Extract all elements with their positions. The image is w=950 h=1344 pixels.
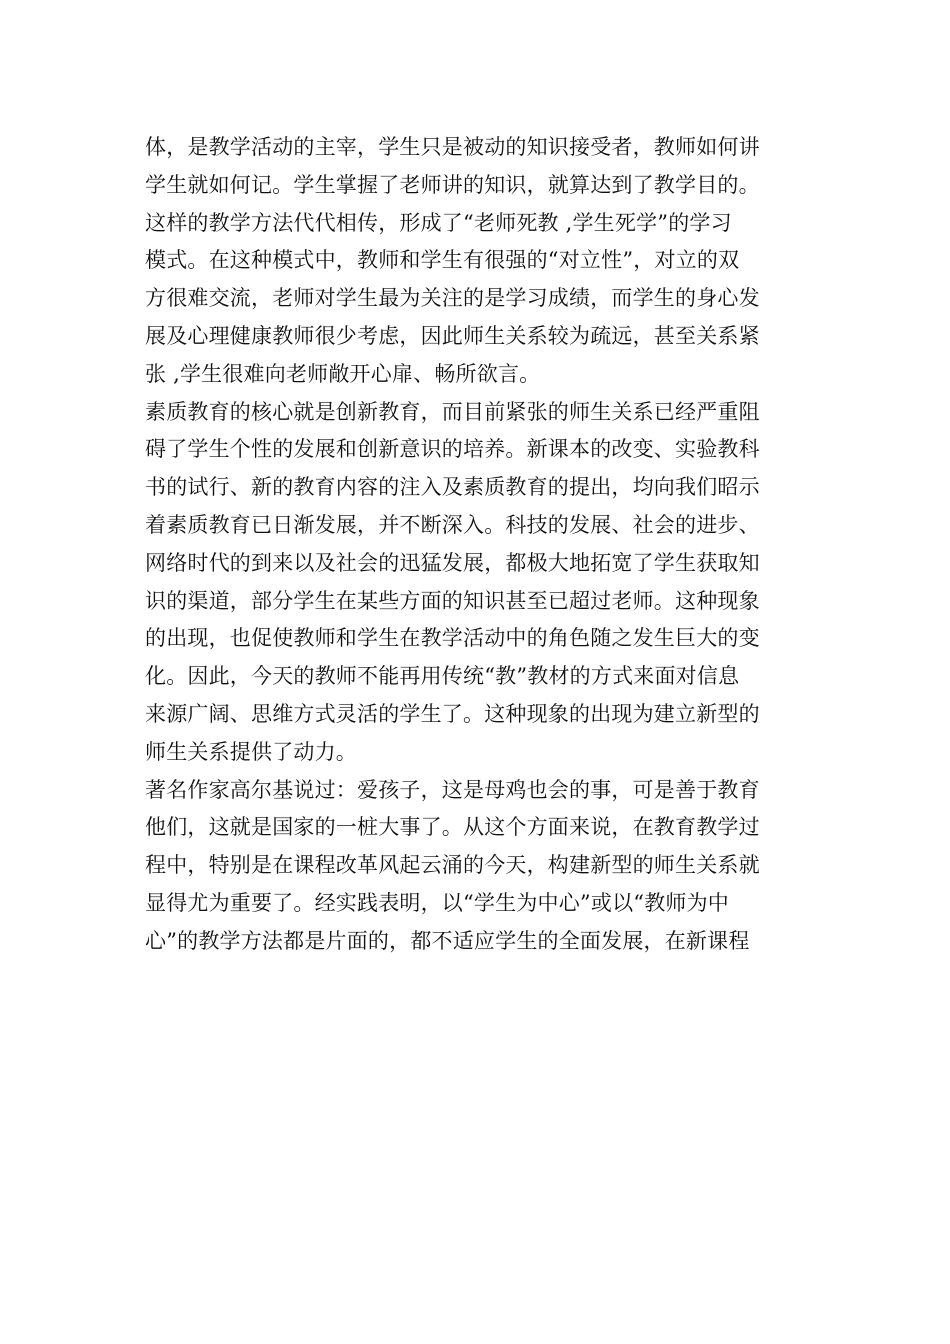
paragraph-2 [145,394,815,772]
text-line: 的出现，也促使教师和学生在教学活动中的角色随之发生巨大的变 [145,626,760,651]
text-line: 体，是教学活动的主宰，学生只是被动的知识接受者，教师如何讲 [145,135,760,159]
text-line: 模式。在这种模式中，教师和学生有很强的“对立性”，对立的双 [145,248,740,273]
text-line: 显得尤为重要了。经实践表明，以“学生为中心”或以“教师为中 [145,890,730,915]
text-line: 学生就如何记。学生掌握了老师讲的知识，就算达到了教学目的。 [145,172,760,197]
text-line: 素质教育的核心就是创新教育，而目前紧张的师生关系已经严重阻 [145,399,760,424]
text-line: 他们，这就是国家的一桩大事了。从这个方面来说，在教育教学过 [145,815,760,840]
text-line: 师生关系提供了动力。 [145,739,357,764]
text-line: 心”的教学方法都是片面的，都不适应学生的全面发展，在新课程 [145,928,750,953]
text-line: 书的试行、新的教育内容的注入及素质教育的提出，均向我们昭示 [145,475,760,500]
text-line: 识的渠道，部分学生在某些方面的知识甚至已超过老师。这种现象 [145,588,760,613]
text-line: 来源广阔、思维方式灵活的学生了。这种现象的出现为建立新型的 [145,701,760,726]
text-line: 著名作家高尔基说过：爱孩子，这是母鸡也会的事，可是善于教育 [145,777,760,802]
paragraph-1 [145,129,815,394]
text-line: 着素质教育已日渐发展，并不断深入。科技的发展、社会的进步、 [145,512,760,537]
text-line: 程中，特别是在课程改革风起云涌的今天，构建新型的师生关系就 [145,853,760,878]
text-line: 展及心理健康教师很少考虑，因此师生关系较为疏远，甚至关系紧 [145,323,760,348]
text-line: 方很难交流，老师对学生最为关注的是学习成绩，而学生的身心发 [145,286,760,311]
text-line: 这样的教学方法代代相传，形成了“老师死教 ,学生死学”的学习 [145,210,732,235]
paragraph-3 [145,772,815,961]
text-line: 网络时代的到来以及社会的迅猛发展，都极大地拓宽了学生获取知 [145,550,760,575]
text-line: 化。因此，今天的教师不能再用传统“教”教材的方式来面对信息 [145,664,740,689]
text-line: 碍了学生个性的发展和创新意识的培养。新课本的改变、实验教科 [145,437,760,462]
text-line: 张 ,学生很难向老师敞开心扉、畅所欲言。 [145,361,541,386]
body-text [145,129,815,961]
